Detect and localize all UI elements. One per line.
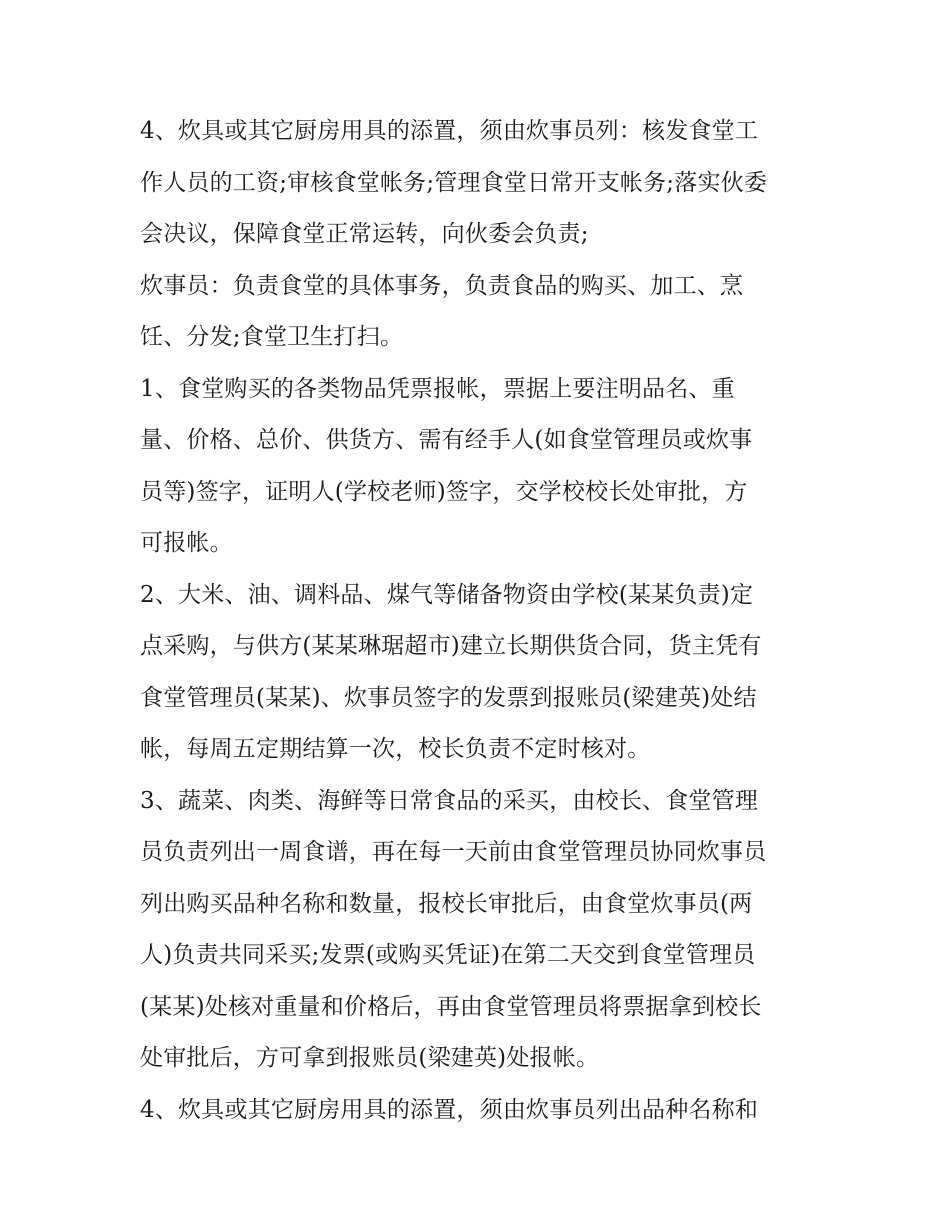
text-line: 4、炊具或其它厨房用具的添置，须由炊事员列出品种名称和 <box>140 1096 759 1123</box>
document-body <box>140 106 812 1136</box>
text-line: 列出购买品种名称和数量，报校长审批后，由食堂炊事员(两 <box>140 890 753 917</box>
text-line: 饪、分发;食堂卫生打扫。 <box>140 324 404 350</box>
text-line: 处审批后，方可拿到报账员(梁建英)处报帐。 <box>140 1045 600 1071</box>
text-line: 3、蔬菜、肉类、海鲜等日常食品的采买，由校长、食堂管理 <box>140 787 759 814</box>
text-line: 可报帐。 <box>140 530 233 556</box>
text-line: 人)负责共同采买;发票(或购买凭证)在第二天交到食堂管理员 <box>140 942 756 968</box>
text-line: 4、炊具或其它厨房用具的添置，须由炊事员列：核发食堂工 <box>140 118 759 144</box>
text-line: 帐，每周五定期结算一次，校长负责不定时核对。 <box>140 736 651 762</box>
paragraph-1 <box>140 106 812 261</box>
text-line: 员等)签字，证明人(学校老师)签字，交学校校长处审批，方 <box>140 478 748 505</box>
text-line: 会决议，保障食堂正常运转，向伙委会负责; <box>140 221 589 247</box>
text-line: 食堂管理员(某某)、炊事员签字的发票到报账员(梁建英)处结 <box>140 684 757 711</box>
text-line: 量、价格、总价、供货方、需有经手人(如食堂管理员或炊事 <box>140 427 753 453</box>
text-line: 2、大米、油、调料品、煤气等储备物资由学校(某某负责)定 <box>140 581 754 608</box>
text-line: 作人员的工资;审核食堂帐务;管理食堂日常开支帐务;落实伙委 <box>140 169 768 196</box>
text-line: 炊事员：负责食堂的具体事务，负责食品的购买、加工、烹 <box>140 272 744 299</box>
text-line: 1、食堂购买的各类物品凭票报帐，票据上要注明品名、重 <box>140 375 735 402</box>
paragraph-2 <box>140 261 812 364</box>
text-line: (某某)处核对重量和价格后，再由食堂管理员将票据拿到校长 <box>140 993 762 1020</box>
text-line: 员负责列出一周食谱，再在每一天前由食堂管理员协同炊事员 <box>140 839 767 865</box>
paragraph-6 <box>140 1085 812 1137</box>
paragraph-5 <box>140 776 812 1085</box>
paragraph-3 <box>140 364 812 570</box>
text-line: 点采购，与供方(某某琳琚超市)建立长期供货合同，货主凭有 <box>140 633 762 659</box>
paragraph-4 <box>140 570 812 776</box>
